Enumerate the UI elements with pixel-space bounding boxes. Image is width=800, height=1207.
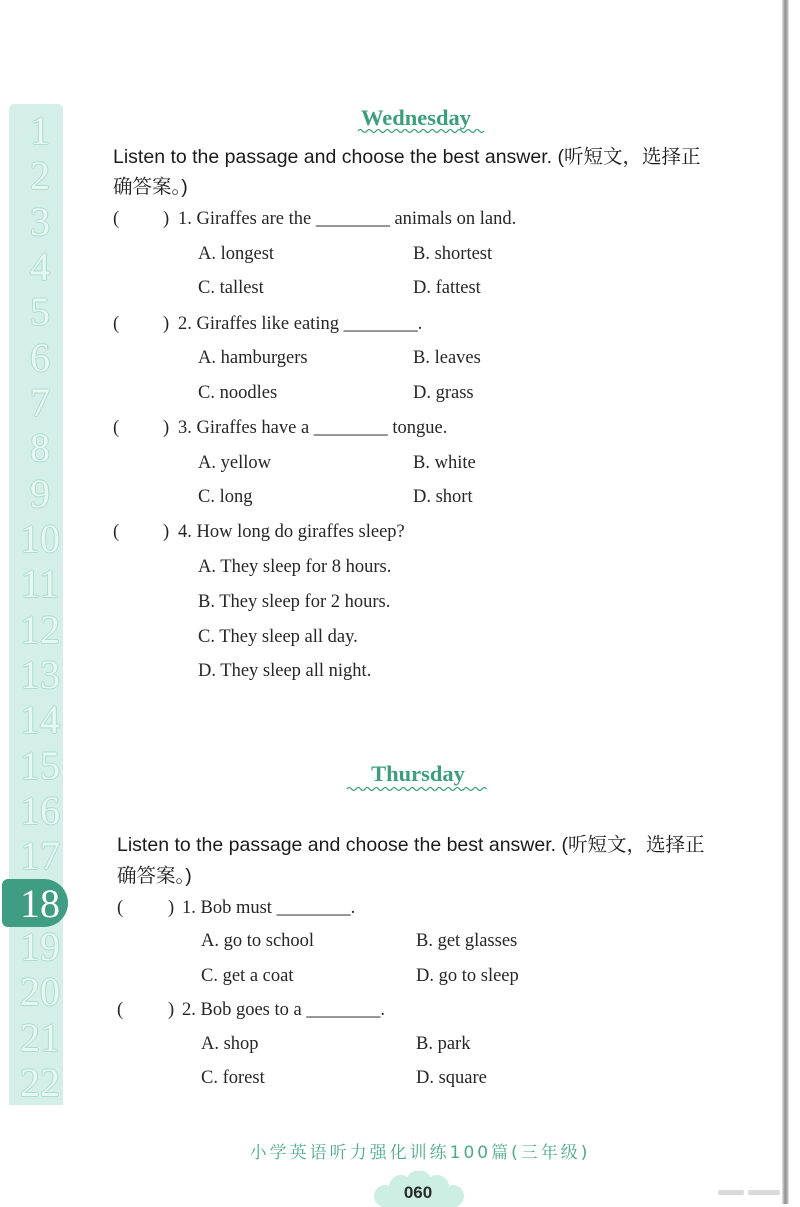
question-stem: How long do giraffes sleep? (196, 522, 405, 542)
question-text (182, 898, 355, 918)
question-text (178, 209, 516, 229)
answer-bracket-close: ) (163, 418, 170, 438)
unit-tab-6: 6 (30, 334, 50, 380)
instruction-line-2: 确答案。) (113, 176, 188, 198)
question-number: 1. (178, 209, 192, 229)
heading-wave-underline (347, 785, 490, 793)
answer-bracket-close: ) (163, 522, 170, 542)
option-a: A. longest (198, 244, 275, 264)
unit-tab-10: 10 (20, 516, 60, 561)
unit-tab-5: 5 (30, 289, 50, 335)
answer-bracket-close: ) (163, 209, 170, 229)
answer-bracket-open: ( (117, 898, 124, 918)
answer-bracket-open: ( (113, 209, 120, 229)
unit-tab-9: 9 (30, 470, 50, 516)
option-a: A. hamburgers (198, 348, 308, 368)
question-text (178, 314, 422, 334)
unit-tab-21: 21 (20, 1014, 60, 1060)
question-stem: Bob goes to a ________. (200, 1000, 385, 1020)
wed-question-3 (0, 418, 780, 438)
option-b: B. park (416, 1034, 471, 1054)
unit-tab-18: 18 (20, 880, 60, 926)
unit-tab-19: 19 (20, 924, 60, 969)
thu-question-2 (0, 1000, 780, 1020)
option-d: D. go to sleep (416, 966, 519, 986)
unit-tab-1: 1 (30, 108, 50, 153)
page-number: 060 (403, 1183, 433, 1202)
unit-tab-12: 12 (20, 606, 60, 652)
option-b: B. leaves (413, 348, 481, 368)
question-text (178, 418, 447, 438)
unit-tab-13: 13 (20, 652, 60, 697)
option-d: D. short (413, 487, 473, 507)
instruction-line-1: Listen to the passage and choose the best answer. (听短文，选择正 (117, 834, 705, 856)
answer-bracket-open: ( (113, 522, 120, 542)
question-number: 4. (178, 522, 192, 542)
question-stem: Giraffes are the ________ animals on land. (196, 209, 517, 229)
answer-bracket-close: ) (168, 1000, 175, 1020)
question-number: 2. (182, 1000, 196, 1020)
option-b: B. get glasses (416, 931, 518, 951)
unit-tab-15: 15 (20, 742, 60, 788)
unit-tab-8: 8 (30, 425, 50, 471)
answer-bracket-close: ) (168, 898, 175, 918)
question-text (178, 522, 405, 542)
option-a: A. yellow (198, 453, 271, 473)
option-a: A. shop (201, 1034, 259, 1054)
option-c: C. They sleep all day. (198, 627, 358, 647)
option-d: D. square (416, 1068, 487, 1088)
unit-tab-3: 3 (30, 198, 50, 244)
thu-question-1 (0, 898, 780, 918)
option-c: C. forest (201, 1068, 265, 1088)
unit-tab-14: 14 (20, 697, 60, 743)
question-text (182, 1000, 385, 1020)
answer-bracket-open: ( (113, 314, 120, 334)
wed-question-1 (0, 209, 780, 229)
instruction-line-2: 确答案。) (117, 865, 192, 887)
option-b: B. white (413, 453, 476, 473)
question-stem: Giraffes like eating ________. (196, 314, 423, 334)
wed-question-4 (0, 522, 780, 542)
answer-bracket-open: ( (113, 418, 120, 438)
answer-bracket-close: ) (163, 314, 170, 334)
option-c: C. noodles (198, 383, 278, 403)
wed-question-2 (0, 314, 780, 334)
option-d: D. They sleep all night. (198, 661, 372, 681)
heading-wave-underline (358, 127, 486, 135)
option-d: D. grass (413, 383, 474, 403)
question-number: 2. (178, 314, 192, 334)
unit-tab-11: 11 (20, 561, 60, 607)
unit-tab-17: 17 (20, 833, 60, 879)
question-number: 1. (182, 898, 196, 918)
page-binding-edge (782, 0, 789, 1204)
unit-tab-2: 2 (30, 153, 50, 199)
option-b: B. They sleep for 2 hours. (198, 592, 391, 612)
option-d: D. fattest (413, 278, 481, 298)
unit-tab-4: 4 (30, 244, 50, 289)
answer-bracket-open: ( (117, 1000, 124, 1020)
question-stem: Giraffes have a ________ tongue. (196, 418, 448, 438)
unit-tab-16: 16 (20, 788, 60, 833)
unit-tab-7: 7 (30, 380, 50, 425)
option-a: A. go to school (201, 931, 315, 951)
option-a: A. They sleep for 8 hours. (198, 557, 392, 577)
unit-tab-strip (0, 108, 72, 1108)
option-b: B. shortest (413, 244, 493, 264)
option-c: C. long (198, 487, 253, 507)
unit-tab-22: 22 (20, 1060, 60, 1105)
book-title: 小学英语听力强化训练100篇(三年级) (249, 1143, 591, 1163)
question-stem: Bob must ________. (200, 898, 356, 918)
question-number: 3. (178, 418, 192, 438)
scan-watermark (718, 1190, 780, 1196)
instruction-line-1: Listen to the passage and choose the best answer. (听短文，选择正 (113, 146, 701, 168)
unit-tab-20: 20 (20, 969, 60, 1015)
section-heading-thursday: Thursday (371, 761, 465, 786)
option-c: C. tallest (198, 278, 264, 298)
section-heading-wednesday: Wednesday (360, 105, 472, 130)
option-c: C. get a coat (201, 966, 294, 986)
